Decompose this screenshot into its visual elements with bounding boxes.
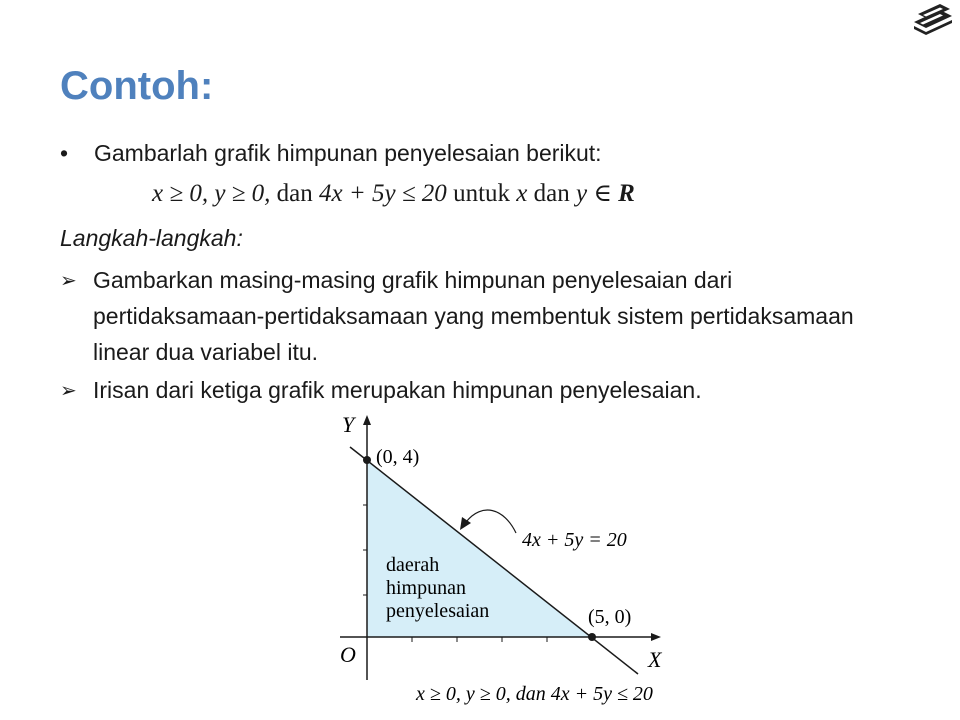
problem-formula	[152, 178, 635, 208]
steps-heading: Langkah-langkah:	[60, 225, 243, 251]
point-0-4	[363, 456, 371, 464]
formula-element-of: ∈	[593, 180, 612, 207]
formula-set-r: R	[618, 180, 635, 207]
formula-dan-2: dan	[533, 180, 570, 207]
formula-var-y: y	[575, 180, 588, 207]
point-right-label: (5, 0)	[588, 606, 632, 628]
axis-y-label: Y	[342, 412, 355, 437]
formula-main: 4x + 5y ≤ 20	[319, 180, 447, 207]
line-equation-label: 4x + 5y = 20	[522, 529, 627, 551]
arrow-bullet-icon: ➢	[60, 268, 77, 292]
formula-dan-1: dan	[276, 180, 313, 207]
y-axis-arrow	[363, 415, 371, 425]
region-label-line3: penyelesaian	[386, 600, 490, 622]
step-text-2: Irisan dari ketiga grafik merupakan himpunan penyelesaian.	[93, 377, 702, 403]
axis-x-label: X	[648, 647, 662, 672]
graph-caption: x ≥ 0, y ≥ 0, dan 4x + 5y ≤ 20	[416, 683, 653, 705]
formula-ineq-y: y ≥ 0,	[214, 180, 271, 207]
formula-var-x: x	[516, 180, 528, 207]
x-axis-arrow	[651, 633, 661, 641]
bullet-marker: •	[60, 140, 69, 166]
bullet-text: Gambarlah grafik himpunan penyelesaian berikut:	[94, 140, 602, 166]
region-label-line1: daerah	[386, 554, 440, 576]
step-text-1: Gambarkan masing-masing grafik himpunan penyelesaian dari pertidaksamaan-pertidaksamaan yang membentuk sistem pertidaksamaan linear dua variabel itu.	[93, 267, 854, 365]
formula-ineq-x: x ≥ 0,	[152, 180, 209, 207]
slide-title: Contoh:	[60, 64, 214, 108]
books-logo-icon	[910, 2, 956, 36]
arrow-bullet-icon: ➢	[60, 378, 77, 402]
formula-untuk: untuk	[453, 180, 511, 207]
point-top-label: (0, 4)	[376, 446, 420, 468]
origin-label: O	[340, 642, 356, 667]
point-5-0	[588, 633, 596, 641]
line-label-pointer	[466, 510, 516, 533]
region-label-line2: himpunan	[386, 577, 466, 599]
solution-graph	[320, 410, 680, 720]
